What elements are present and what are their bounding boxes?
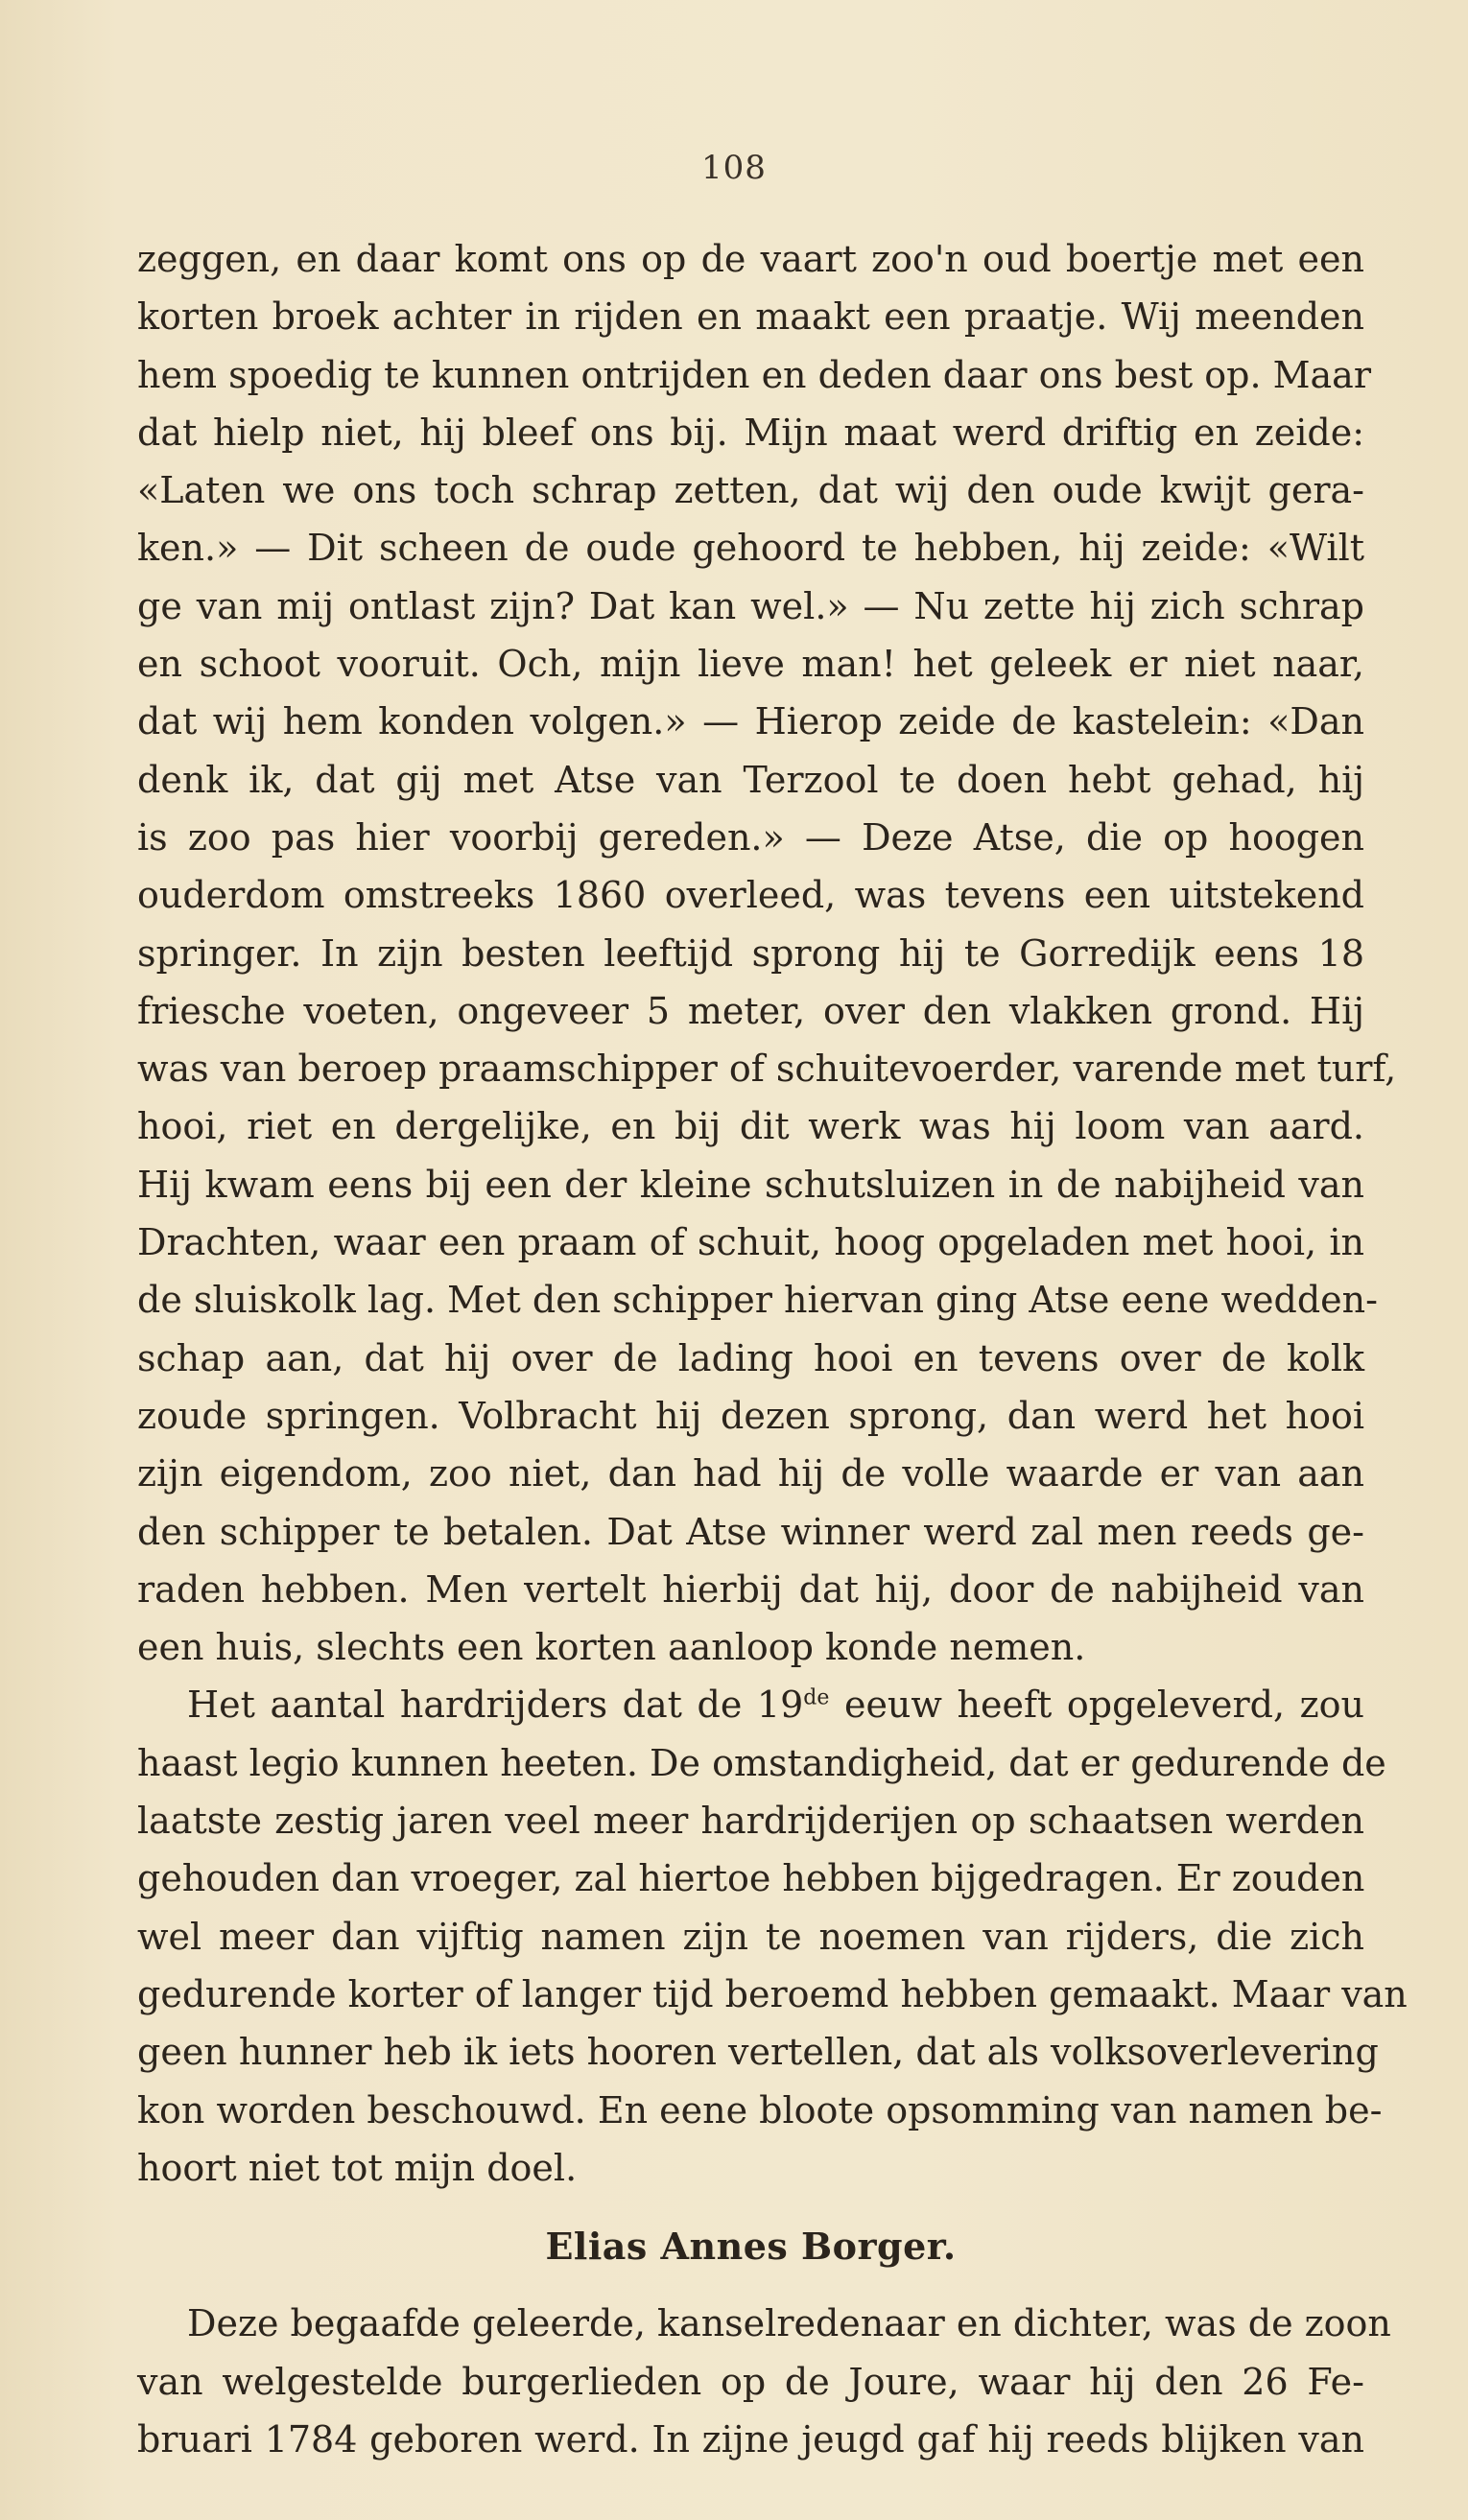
text-line: laatste zestig jaren veel meer hardrijderijen op schaatsen werden [137,1800,1364,1843]
section-heading: Elias Annes Borger. [545,2225,957,2269]
text-line: ken.» — Dit scheen de oude gehoord te hebben, hij zeide: «Wilt [137,527,1364,570]
text-line: van welgestelde burgerlieden op de Joure, waar hij den 26 Fe- [137,2360,1364,2403]
text-line: den schipper te betalen. Dat Atse winner werd zal men reeds ge- [137,1510,1364,1553]
text-line: korten broek achter in rijden en maakt een praatje. Wij meenden [137,295,1364,339]
text-line: zeggen, en daar komt ons op de vaart zoo'n oud boertje met een [137,238,1364,280]
text-line: friesche voeten, ongeveer 5 meter, over den vlakken grond. Hij [137,989,1364,1032]
text-line: Hij kwam eens bij een der kleine schutsluizen in de nabijheid van [137,1163,1364,1206]
text-fragment: eeuw heeft opgeleverd, zou [829,1684,1364,1727]
page-number: 108 [701,149,767,187]
text-line: de sluiskolk lag. Met den schipper hiervan ging Atse eene wedden- [137,1279,1378,1322]
text-line-first [137,1676,1364,1733]
text-line: hem spoedig te kunnen ontrijden en deden daar ons best op. Maar [137,353,1372,396]
text-line: gedurende korter of langer tijd beroemd hebben gemaakt. Maar van [137,1972,1408,2015]
text-line: Deze begaafde geleerde, kanselredenaar en dichter, was de zoon [187,2302,1391,2345]
text-line: geen hunner heb ik iets hooren vertellen, dat als volksoverlevering [137,2031,1379,2074]
text-fragment: Het aantal hardrijders dat de 19 [187,1684,804,1727]
text-line: ge van mij ontlast zijn? Dat kan wel.» — Nu zette hij zich schrap [137,584,1364,627]
text-line: bruari 1784 geboren werd. In zijne jeugd gaf hij reeds blijken van [137,2417,1364,2461]
text-line: schap aan, dat hij over de lading hooi en tevens over de kolk [137,1336,1364,1379]
text-line: hoort niet tot mijn doel. [137,2146,578,2189]
text-line: was van beroep praamschipper of schuitevoerder, varende met turf, [137,1048,1397,1091]
text-line: «Laten we ons toch schrap zetten, dat wij den oude kwijt gera- [137,469,1364,512]
text-line: hooi, riet en dergelijke, en bij dit werk was hij loom van aard. [137,1105,1364,1148]
text-line: Drachten, waar een praam of schuit, hoog opgeladen met hooi, in [137,1221,1364,1264]
text-line: haast legio kunnen heeten. De omstandigheid, dat er gedurende de [137,1741,1386,1784]
text-line: is zoo pas hier voorbij gereden.» — Deze Atse, die op hoogen [137,815,1364,859]
text-line: dat hielp niet, hij bleef ons bij. Mijn maat werd driftig en zeide: [137,411,1364,454]
text-line: kon worden beschouwd. En eene bloote opsomming van namen be- [137,2088,1383,2131]
text-line: denk ik, dat gij met Atse van Terzool te doen hebt gehad, hij [137,758,1364,801]
superscript: de [803,1685,830,1710]
text-line: raden hebben. Men vertelt hierbij dat hij, door de nabijheid van [137,1567,1364,1611]
text-line: ouderdom omstreeks 1860 overleed, was tevens een uitstekend [137,874,1364,917]
paragraph-atse [137,230,1397,1676]
text-line: springer. In zijn besten leeftijd sprong hij te Gorredijk eens 18 [137,931,1364,975]
text-line: gehouden dan vroeger, zal hiertoe hebben bijgedragen. Er zouden [137,1857,1365,1900]
text-line: zoude springen. Volbracht hij dezen sprong, dan werd het hooi [137,1394,1364,1437]
paragraph-borger [137,2295,1391,2468]
text-line: wel meer dan vijftig namen zijn te noemen van rijders, die zich [137,1915,1364,1958]
text-line: en schoot vooruit. Och, mijn lieve man! het geleek er niet naar, [137,643,1364,686]
paragraph-hardrijders [137,1676,1408,2197]
text-line: dat wij hem konden volgen.» — Hierop zeide de kastelein: «Dan [137,700,1364,743]
body-text [137,230,1408,2468]
text-line: een huis, slechts een korten aanloop konde nemen. [137,1626,1086,1669]
text-line: zijn eigendom, zoo niet, dan had hij de volle waarde er van aan [137,1452,1364,1496]
